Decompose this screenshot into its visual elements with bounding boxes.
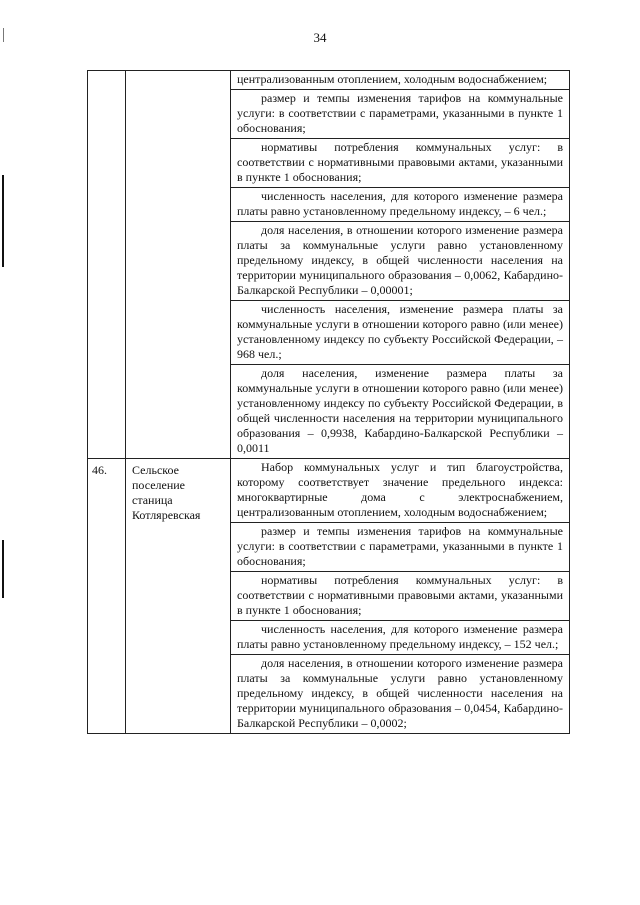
- description-paragraph: доля населения, в отношении которого изменение размера платы за коммунальные услуги равно установленному предельному индексу, в общей численности населения на территории муниципального образования – 0,0062, Кабардино-Балкарской Республики – 0,00001;: [231, 221, 569, 300]
- table-row: [88, 71, 570, 459]
- scan-edge-mark: [2, 540, 4, 598]
- description-paragraph: централизованным отоплением, холодным водоснабжением;: [237, 72, 548, 86]
- settlements-table: [87, 70, 570, 734]
- row-number-cell: 46.: [88, 459, 126, 734]
- place-name-line: Котляревская: [132, 508, 201, 522]
- scan-edge-mark: [2, 175, 4, 267]
- description-paragraph: доля населения, изменение размера платы за коммунальные услуги в отношении которого равно (или менее) установленному индексу по субъекту Российской Федерации, в общей численности населения на территории муниципального образования – 0,9938, Кабардино-Балкарской Республики – 0,0011: [231, 364, 569, 458]
- place-name-line: поселение: [132, 478, 186, 492]
- page-number: 34: [313, 30, 327, 45]
- description-paragraph: размер и темпы изменения тарифов на коммунальные услуги: в соответствии с параметрами, указанными в пункте 1 обоснования;: [231, 522, 569, 571]
- place-name-cell: [126, 71, 231, 459]
- place-name-cell: [126, 459, 231, 734]
- row-number-cell: [88, 71, 126, 459]
- description-paragraph: Набор коммунальных услуг и тип благоустройства, которому соответствует значение предельного индекса: многоквартирные дома с электроснабжением, централизованным отоплением, холодным водоснабжением;: [237, 460, 563, 519]
- place-name-line: станица: [132, 493, 173, 507]
- description-paragraph: нормативы потребления коммунальных услуг: в соответствии с нормативными правовыми актами, указанными в пункте 1 обоснования;: [231, 138, 569, 187]
- place-name-line: Сельское: [132, 463, 179, 477]
- description-paragraph: численность населения, для которого изменение размера платы равно установленному предельному индексу, – 152 чел.;: [231, 620, 569, 654]
- description-paragraph: доля населения, в отношении которого изменение размера платы за коммунальные услуги равно установленному предельному индексу, в общей численности населения на территории муниципального образования – 0,0454, Кабардино-Балкарской Республики – 0,0002;: [231, 654, 569, 733]
- description-paragraph: нормативы потребления коммунальных услуг: в соответствии с нормативными правовыми актами, указанными в пункте 1 обоснования;: [231, 571, 569, 620]
- description-cell: [231, 71, 570, 459]
- description-paragraph: размер и темпы изменения тарифов на коммунальные услуги: в соответствии с параметрами, указанными в пункте 1 обоснования;: [231, 89, 569, 138]
- description-paragraph: численность населения, изменение размера платы за коммунальные услуги в отношении которого равно (или менее) установленному индексу по субъекту Российской Федерации, – 968 чел.;: [231, 300, 569, 364]
- description-paragraph: численность населения, для которого изменение размера платы равно установленному предельному индексу, – 6 чел.;: [231, 187, 569, 221]
- table-row: [88, 459, 570, 734]
- description-cell: [231, 459, 570, 734]
